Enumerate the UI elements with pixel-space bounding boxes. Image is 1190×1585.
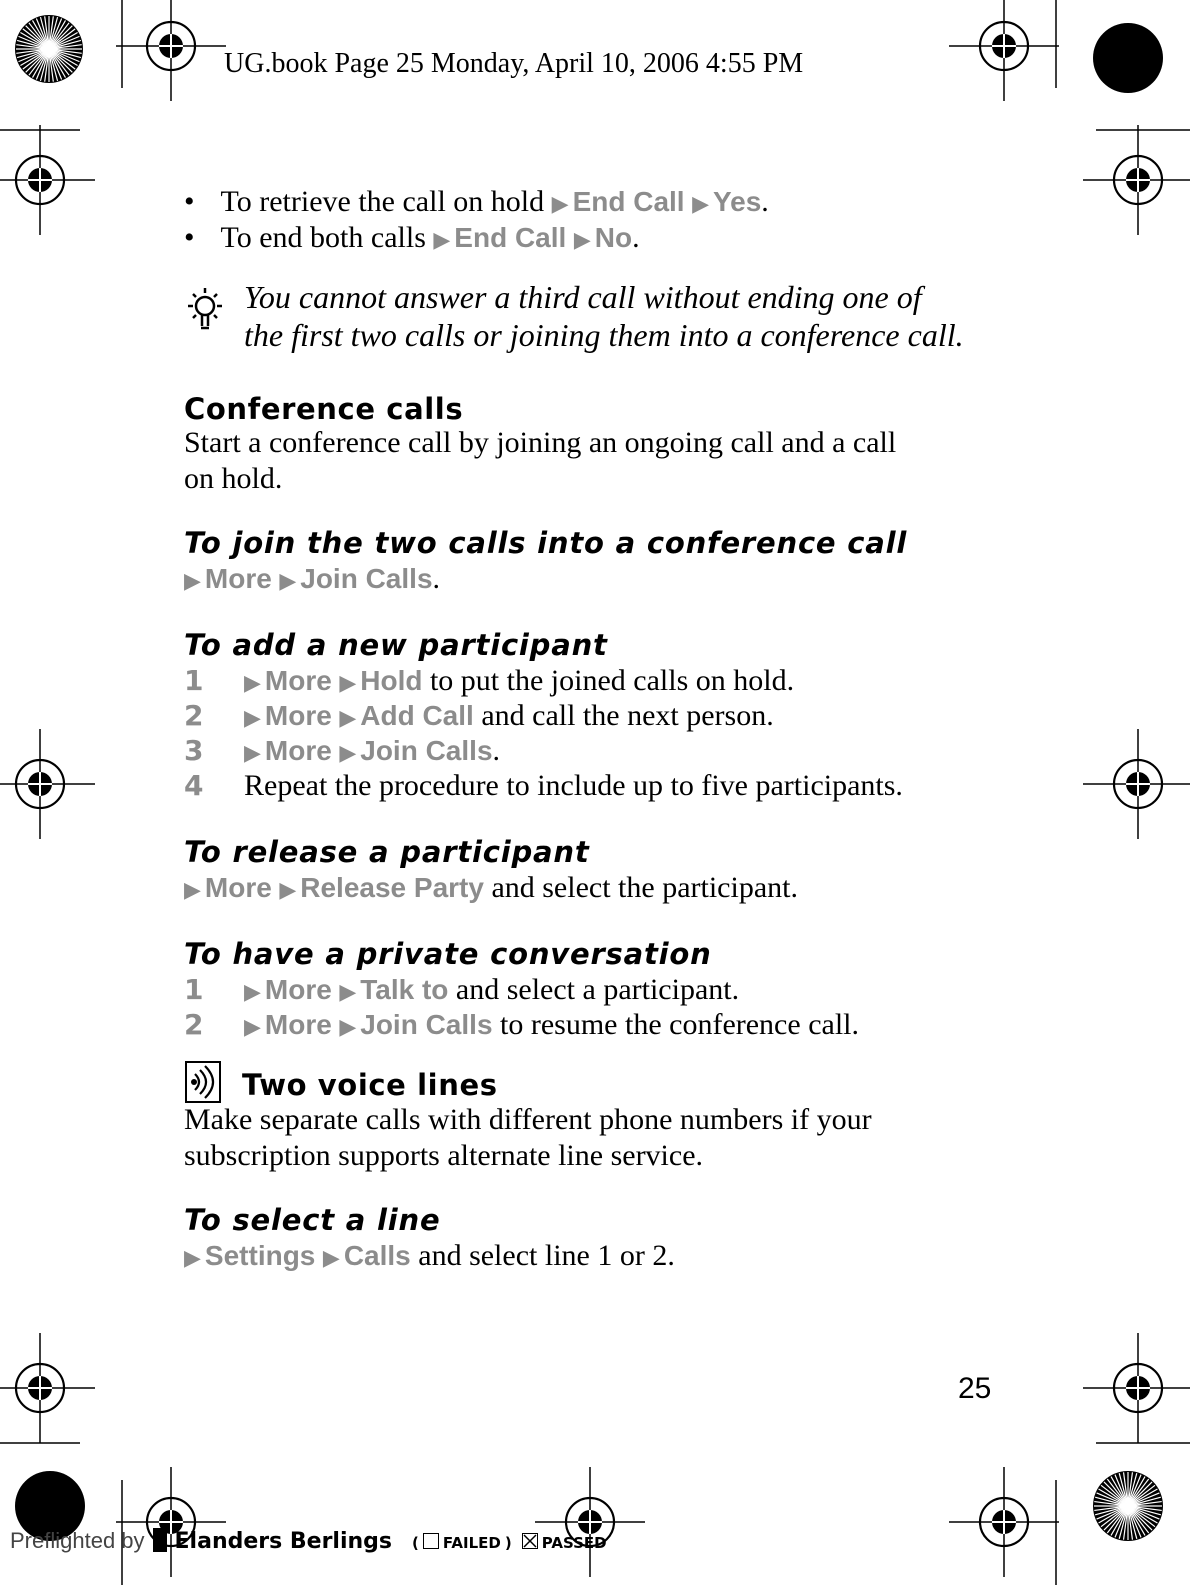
registration-mark-icon [535, 1467, 645, 1577]
step-text: Repeat the procedure to include up to five participants. [244, 769, 903, 802]
body-text: subscription supports alternate line service. [184, 1139, 704, 1172]
arrow-right-icon: ▶ [339, 706, 357, 731]
arrow-right-icon: ▶ [184, 1246, 201, 1271]
page-header: UG.book Page 25 Monday, April 10, 2006 4:55 PM [224, 48, 804, 79]
step-number: 2 [184, 1008, 204, 1041]
step-number: 4 [184, 769, 204, 802]
page-number: 25 [958, 1372, 992, 1405]
brand-logo-icon [153, 1528, 167, 1552]
arrow-right-icon: ▶ [339, 741, 357, 766]
step-number: 1 [184, 664, 204, 697]
arrow-right-icon: ▶ [279, 878, 297, 903]
starburst-icon [14, 14, 84, 84]
arrow-right-icon: ▶ [244, 1015, 261, 1040]
arrow-right-icon: ▶ [184, 569, 201, 594]
preflight-footer: Preflighted by Elanders Berlings ( FAILED ) PASSED [10, 1528, 607, 1554]
registration-mark-icon [1083, 125, 1190, 235]
registration-mark-icon [0, 729, 95, 839]
arrow-right-icon: ▶ [573, 228, 591, 253]
step-text: ▶ More ▶ Join Calls. [244, 734, 501, 767]
arrow-right-icon: ▶ [244, 706, 261, 731]
arrow-right-icon: ▶ [244, 671, 261, 696]
registration-mark-icon [116, 1467, 226, 1577]
menu-path: ▶ Settings ▶ Calls and select line 1 or 2. [184, 1239, 675, 1272]
registration-mark-icon [0, 1333, 95, 1443]
step-number: 2 [184, 699, 204, 732]
menu-path: ▶ More ▶ Release Party and select the participant. [184, 871, 798, 904]
arrow-right-icon: ▶ [339, 671, 357, 696]
lightbulb-tip-icon [180, 284, 230, 334]
step-number: 1 [184, 973, 204, 1006]
registration-mark-icon [0, 125, 95, 235]
arrow-right-icon: ▶ [244, 980, 261, 1005]
registration-mark-icon [116, 0, 226, 101]
step-text: ▶ More ▶ Add Call and call the next person. [244, 699, 774, 732]
step-text: ▶ More ▶ Hold to put the joined calls on hold. [244, 664, 795, 697]
menu-path: ▶ More ▶ Join Calls. [184, 562, 441, 595]
tip-line: the first two calls or joining them into a conference call. [244, 317, 964, 353]
arrow-right-icon: ▶ [184, 878, 201, 903]
step-text: ▶ More ▶ Join Calls to resume the conference call. [244, 1008, 859, 1041]
subsection-heading: To release a participant [184, 835, 590, 869]
step-number: 3 [184, 734, 204, 767]
arrow-right-icon: ▶ [322, 1246, 340, 1271]
arrow-right-icon: ▶ [279, 569, 297, 594]
body-text: Start a conference call by joining an ongoing call and a call [184, 426, 897, 459]
step-text: ▶ More ▶ Talk to and select a participant. [244, 973, 740, 1006]
arrow-right-icon: ▶ [692, 192, 709, 217]
arrow-right-icon: ▶ [244, 741, 261, 766]
registration-mark-icon [949, 1467, 1059, 1577]
subsection-heading: To add a new participant [184, 628, 608, 662]
registration-mark-icon [949, 0, 1059, 101]
solid-circle-icon [1092, 22, 1164, 94]
subsection-heading: To join the two calls into a conference call [184, 526, 908, 560]
operator-service-icon [184, 1060, 222, 1104]
bullet-item: • To retrieve the call on hold ▶ End Call ▶ Yes. [184, 185, 769, 218]
checkbox-icon [423, 1533, 439, 1549]
subsection-heading: To select a line [184, 1203, 441, 1237]
checkbox-checked-icon [522, 1533, 538, 1549]
body-text: on hold. [184, 462, 283, 495]
arrow-right-icon: ▶ [339, 1015, 357, 1040]
registration-mark-icon [1083, 1333, 1190, 1443]
subsection-heading: To have a private conversation [184, 937, 712, 971]
arrow-right-icon: ▶ [551, 192, 569, 217]
section-heading: Conference calls [184, 392, 464, 426]
body-text: Make separate calls with different phone numbers if your [184, 1103, 872, 1136]
arrow-right-icon: ▶ [339, 980, 357, 1005]
section-heading: Two voice lines [242, 1068, 498, 1102]
tip-line: You cannot answer a third call without ending one of [244, 279, 922, 315]
starburst-icon [1092, 1470, 1164, 1542]
registration-mark-icon [1083, 729, 1190, 839]
arrow-right-icon: ▶ [433, 228, 451, 253]
bullet-item: • To end both calls ▶ End Call ▶ No. [184, 221, 640, 254]
